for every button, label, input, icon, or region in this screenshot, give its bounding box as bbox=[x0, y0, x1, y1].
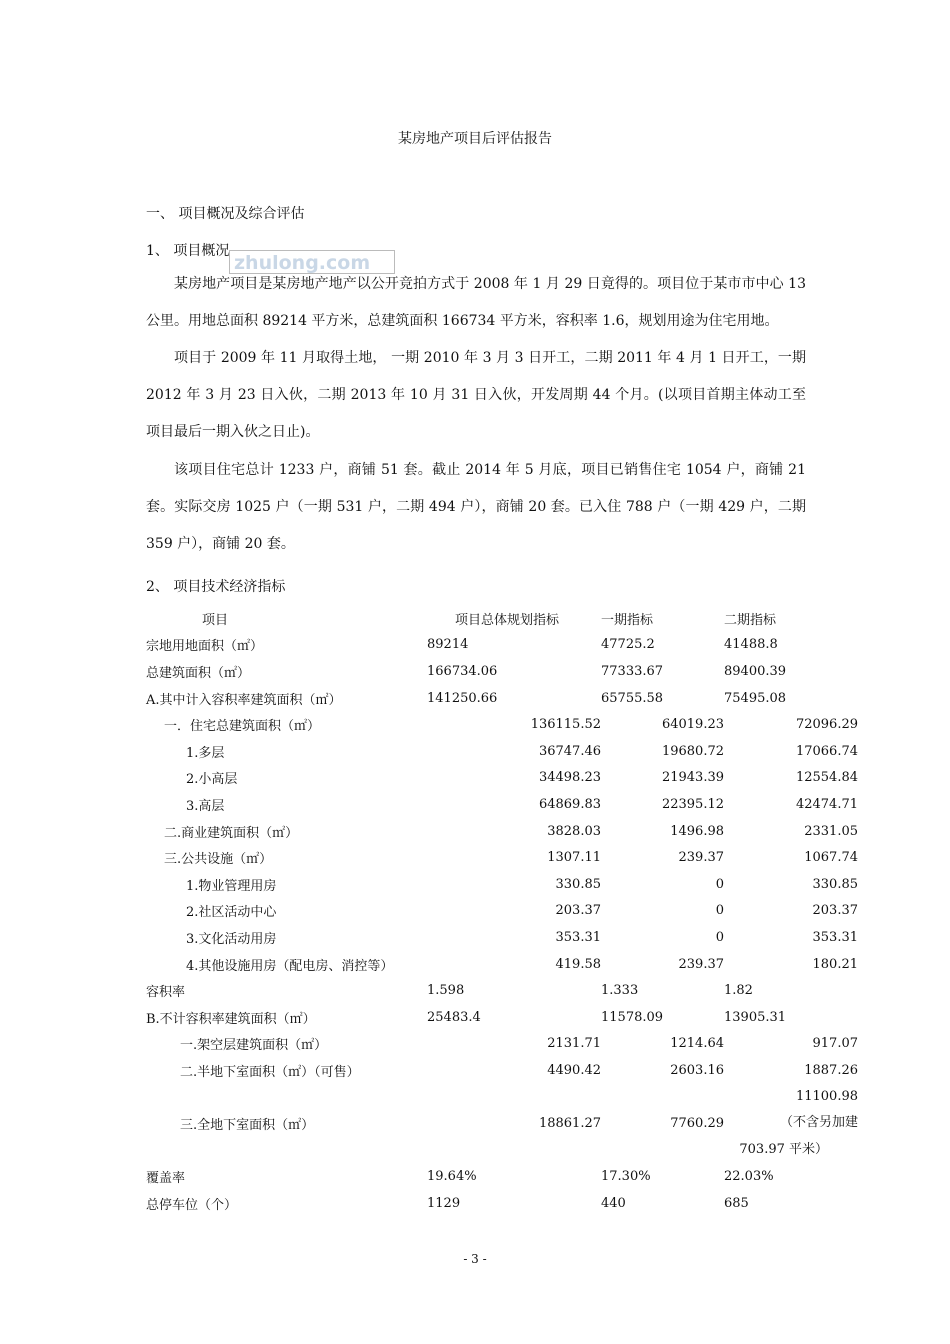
row-label: 一.架空层建筑面积（㎡） bbox=[180, 1038, 328, 1054]
cell-phase1: 65755.58 bbox=[601, 690, 664, 706]
table-row bbox=[146, 1004, 858, 1031]
cell-phase1: 1214.64 bbox=[670, 1036, 724, 1052]
row-label: 2.小高层 bbox=[186, 772, 238, 788]
table-row bbox=[146, 898, 858, 925]
table-row bbox=[146, 844, 858, 871]
cell-phase2: 1887.26 bbox=[804, 1062, 858, 1078]
cell-overall: 19.64% bbox=[427, 1169, 477, 1185]
table-row bbox=[146, 1031, 858, 1058]
table-header-row bbox=[146, 605, 858, 632]
cell-phase2: 41488.8 bbox=[724, 637, 778, 653]
row-label: 三.公共设施（㎡） bbox=[164, 852, 273, 868]
header-overall: 项目总体规划指标 bbox=[455, 612, 560, 628]
cell-phase1: 2603.16 bbox=[670, 1062, 724, 1078]
cell-phase1: 21943.39 bbox=[661, 770, 724, 786]
cell-phase1: 47725.2 bbox=[601, 637, 655, 653]
table-row bbox=[146, 791, 858, 818]
row-label: 3.文化活动用房 bbox=[186, 931, 277, 947]
cell-phase1: 19680.72 bbox=[661, 743, 724, 759]
cell-phase1: 0 bbox=[715, 876, 724, 892]
cell-phase2: 1067.74 bbox=[804, 850, 858, 866]
row-label: 总建筑面积（㎡） bbox=[146, 665, 251, 681]
cell-phase1: 239.37 bbox=[678, 956, 724, 972]
cell-phase2: 12554.84 bbox=[795, 770, 858, 786]
cell-overall: 64869.83 bbox=[538, 796, 601, 812]
paragraph-overview: 某房地产项目是某房地产地产以公开竞拍方式于 2008 年 1 月 29 日竟得的。项目位于某市市中心 13 公里。用地总面积 89214 平方米，总建筑面积 166734 平方米，容积率 1.6，规划用途为住宅用地。 bbox=[146, 276, 806, 329]
table-row bbox=[146, 977, 858, 1004]
cell-phase1: 0 bbox=[715, 929, 724, 945]
header-item: 项目 bbox=[202, 612, 229, 628]
basement-note-line1: （不含另加建 bbox=[779, 1115, 858, 1131]
cell-overall: 25483.4 bbox=[427, 1009, 481, 1025]
cell-phase2: 13905.31 bbox=[724, 1009, 787, 1025]
cell-phase2: 17066.74 bbox=[795, 743, 858, 759]
cell-phase2: 353.31 bbox=[812, 929, 858, 945]
basement-value: 11100.98 bbox=[795, 1088, 858, 1104]
section-heading-1: 一、 项目概况及综合评估 bbox=[146, 206, 305, 222]
subsection-heading-2: 2、 项目技术经济指标 bbox=[146, 579, 286, 595]
table-row bbox=[146, 1084, 858, 1164]
table-row bbox=[146, 924, 858, 951]
cell-phase1: 1.333 bbox=[601, 983, 639, 999]
cell-phase2: 917.07 bbox=[812, 1036, 858, 1052]
cell-phase1: 7760.29 bbox=[670, 1116, 724, 1132]
cell-phase2: 685 bbox=[724, 1195, 749, 1211]
row-label: 4.其他设施用房（配电房、消控等） bbox=[186, 958, 394, 974]
row-label: 1.多层 bbox=[186, 745, 225, 761]
cell-overall: 2131.71 bbox=[547, 1036, 601, 1052]
cell-overall: 141250.66 bbox=[427, 690, 498, 706]
cell-overall: 89214 bbox=[427, 637, 469, 653]
table-row bbox=[146, 765, 858, 792]
subsection-heading-1: 1、 项目概况 bbox=[146, 243, 230, 259]
table-row bbox=[146, 711, 858, 738]
cell-overall: 203.37 bbox=[555, 903, 601, 919]
row-label: 宗地用地面积（㎡） bbox=[146, 639, 264, 655]
cell-phase2: 180.21 bbox=[812, 956, 858, 972]
cell-phase2: 89400.39 bbox=[724, 663, 787, 679]
watermark: zhulong.com bbox=[229, 250, 395, 274]
row-label: B.不计容积率建筑面积（㎡） bbox=[146, 1011, 316, 1027]
row-label: 1.物业管理用房 bbox=[186, 878, 277, 894]
table-row bbox=[146, 632, 858, 659]
cell-overall: 419.58 bbox=[555, 956, 601, 972]
cell-overall: 1.598 bbox=[427, 983, 465, 999]
cell-phase1: 11578.09 bbox=[601, 1009, 664, 1025]
cell-phase2: 1.82 bbox=[724, 983, 753, 999]
basement-note-line2: 703.97 平米） bbox=[739, 1141, 828, 1157]
row-label: 容积率 bbox=[146, 985, 186, 1001]
cell-phase2: 330.85 bbox=[812, 876, 858, 892]
cell-phase1: 1496.98 bbox=[670, 823, 724, 839]
table-row bbox=[146, 1163, 858, 1190]
cell-overall: 34498.23 bbox=[538, 770, 601, 786]
row-label: 覆盖率 bbox=[146, 1171, 186, 1187]
row-label: 一．住宅总建筑面积（㎡） bbox=[164, 719, 321, 735]
cell-overall: 166734.06 bbox=[427, 663, 498, 679]
cell-overall: 3828.03 bbox=[547, 823, 601, 839]
cell-phase2: 22.03% bbox=[724, 1169, 774, 1185]
table-row bbox=[146, 738, 858, 765]
paragraph-sales: 该项目住宅总计 1233 户，商铺 51 套。截止 2014 年 5 月底，项目已销售住宅 1054 户，商铺 21 套。实际交房 1025 户（一期 531 户，二期 494 户），商铺 20 套。已入住 788 户（一期 429 户，二期 359 户），商铺 20 套。 bbox=[146, 462, 806, 552]
row-label: 二.商业建筑面积（㎡） bbox=[164, 825, 299, 841]
paragraph-schedule: 项目于 2009 年 11 月取得土地， 一期 2010 年 3 月 3 日开工，二期 2011 年 4 月 1 日开工，一期 2012 年 3 月 23 日入伙，二期 2013 年 10 月 31 日入伙，开发周期 44 个月。(以项目首期主体动工至项目最后一期入伙之日止)。 bbox=[146, 350, 806, 440]
cell-phase2: 42474.71 bbox=[795, 796, 858, 812]
table-row bbox=[146, 1190, 858, 1217]
page-number: - 3 - bbox=[463, 1252, 487, 1266]
document-title: 某房地产项目后评估报告 bbox=[398, 131, 552, 147]
cell-phase1: 239.37 bbox=[678, 850, 724, 866]
table-row bbox=[146, 818, 858, 845]
cell-overall: 1307.11 bbox=[547, 850, 601, 866]
cell-overall: 330.85 bbox=[555, 876, 601, 892]
cell-overall: 353.31 bbox=[555, 929, 601, 945]
cell-overall: 4490.42 bbox=[547, 1062, 601, 1078]
cell-overall: 1129 bbox=[427, 1195, 461, 1211]
cell-overall: 18861.27 bbox=[538, 1116, 601, 1132]
cell-phase1: 77333.67 bbox=[601, 663, 664, 679]
cell-phase2: 203.37 bbox=[812, 903, 858, 919]
table-row bbox=[146, 951, 858, 978]
row-label: 二.半地下室面积（㎡）（可售） bbox=[180, 1064, 360, 1080]
cell-phase1: 22395.12 bbox=[661, 796, 724, 812]
table-row bbox=[146, 1057, 858, 1084]
cell-phase1: 0 bbox=[715, 903, 724, 919]
table-row bbox=[146, 871, 858, 898]
cell-phase2: 2331.05 bbox=[804, 823, 858, 839]
cell-phase2: 75495.08 bbox=[724, 690, 787, 706]
table-row bbox=[146, 658, 858, 685]
economic-indicators-table bbox=[146, 605, 858, 1217]
row-label: 三.全地下室面积（㎡） bbox=[180, 1118, 315, 1134]
cell-overall: 136115.52 bbox=[530, 717, 601, 733]
header-phase1: 一期指标 bbox=[601, 612, 654, 628]
cell-phase1: 17.30% bbox=[601, 1169, 651, 1185]
row-label: 3.高层 bbox=[186, 798, 225, 814]
row-label: A.其中计入容积率建筑面积（㎡） bbox=[146, 692, 342, 708]
cell-overall: 36747.46 bbox=[538, 743, 601, 759]
cell-phase2-basement-note bbox=[724, 1084, 858, 1164]
row-label: 2.社区活动中心 bbox=[186, 905, 277, 921]
header-phase2: 二期指标 bbox=[724, 612, 777, 628]
table-row bbox=[146, 685, 858, 712]
cell-phase1: 440 bbox=[601, 1195, 626, 1211]
row-label: 总停车位（个） bbox=[146, 1197, 238, 1213]
cell-phase1: 64019.23 bbox=[661, 717, 724, 733]
cell-phase2: 72096.29 bbox=[795, 717, 858, 733]
